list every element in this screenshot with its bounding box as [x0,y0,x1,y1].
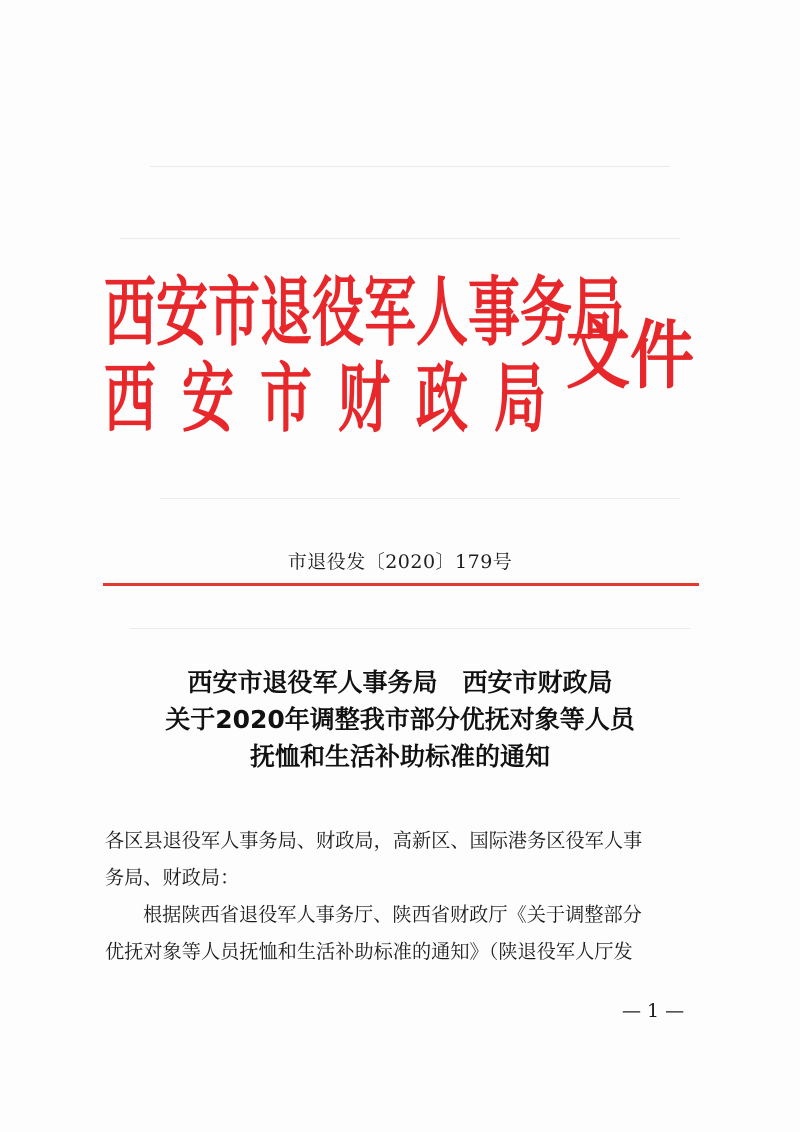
document-type-label: 文件 [566,314,694,400]
addressee-line: 务局、财政局： [105,866,240,889]
addressee-line: 各区县退役军人事务局、财政局，高新区、国际港务区役军人事 [105,829,643,852]
paragraph-line: 根据陕西省退役军人事务厅、陕西省财政厅《关于调整部分 [143,903,642,926]
red-divider-line [103,583,699,586]
document-body [105,822,705,970]
page-number: — 1 — [622,1000,685,1022]
title-line-1: 西安市退役军人事务局 西安市财政局 [187,668,613,697]
issuing-agency-1: 西安市退役军人事务局 [104,270,625,358]
issuing-agency-2: 西安市财政局 [104,356,573,444]
bleed-through-line [130,628,690,629]
document-header [104,268,704,458]
bleed-through-line [150,166,670,167]
bleed-through-line [160,498,680,499]
paragraph-line: 优抚对象等人员抚恤和生活补助标准的通知》（陕退役军人厅发 [105,940,633,963]
bleed-through-line [120,238,680,239]
title-line-3: 抚恤和生活补助标准的通知 [249,742,550,771]
document-title [0,664,800,775]
document-number: 市退役发〔2020〕179号 [287,551,513,573]
title-line-2: 关于2020年调整我市部分优抚对象等人员 [165,705,635,734]
